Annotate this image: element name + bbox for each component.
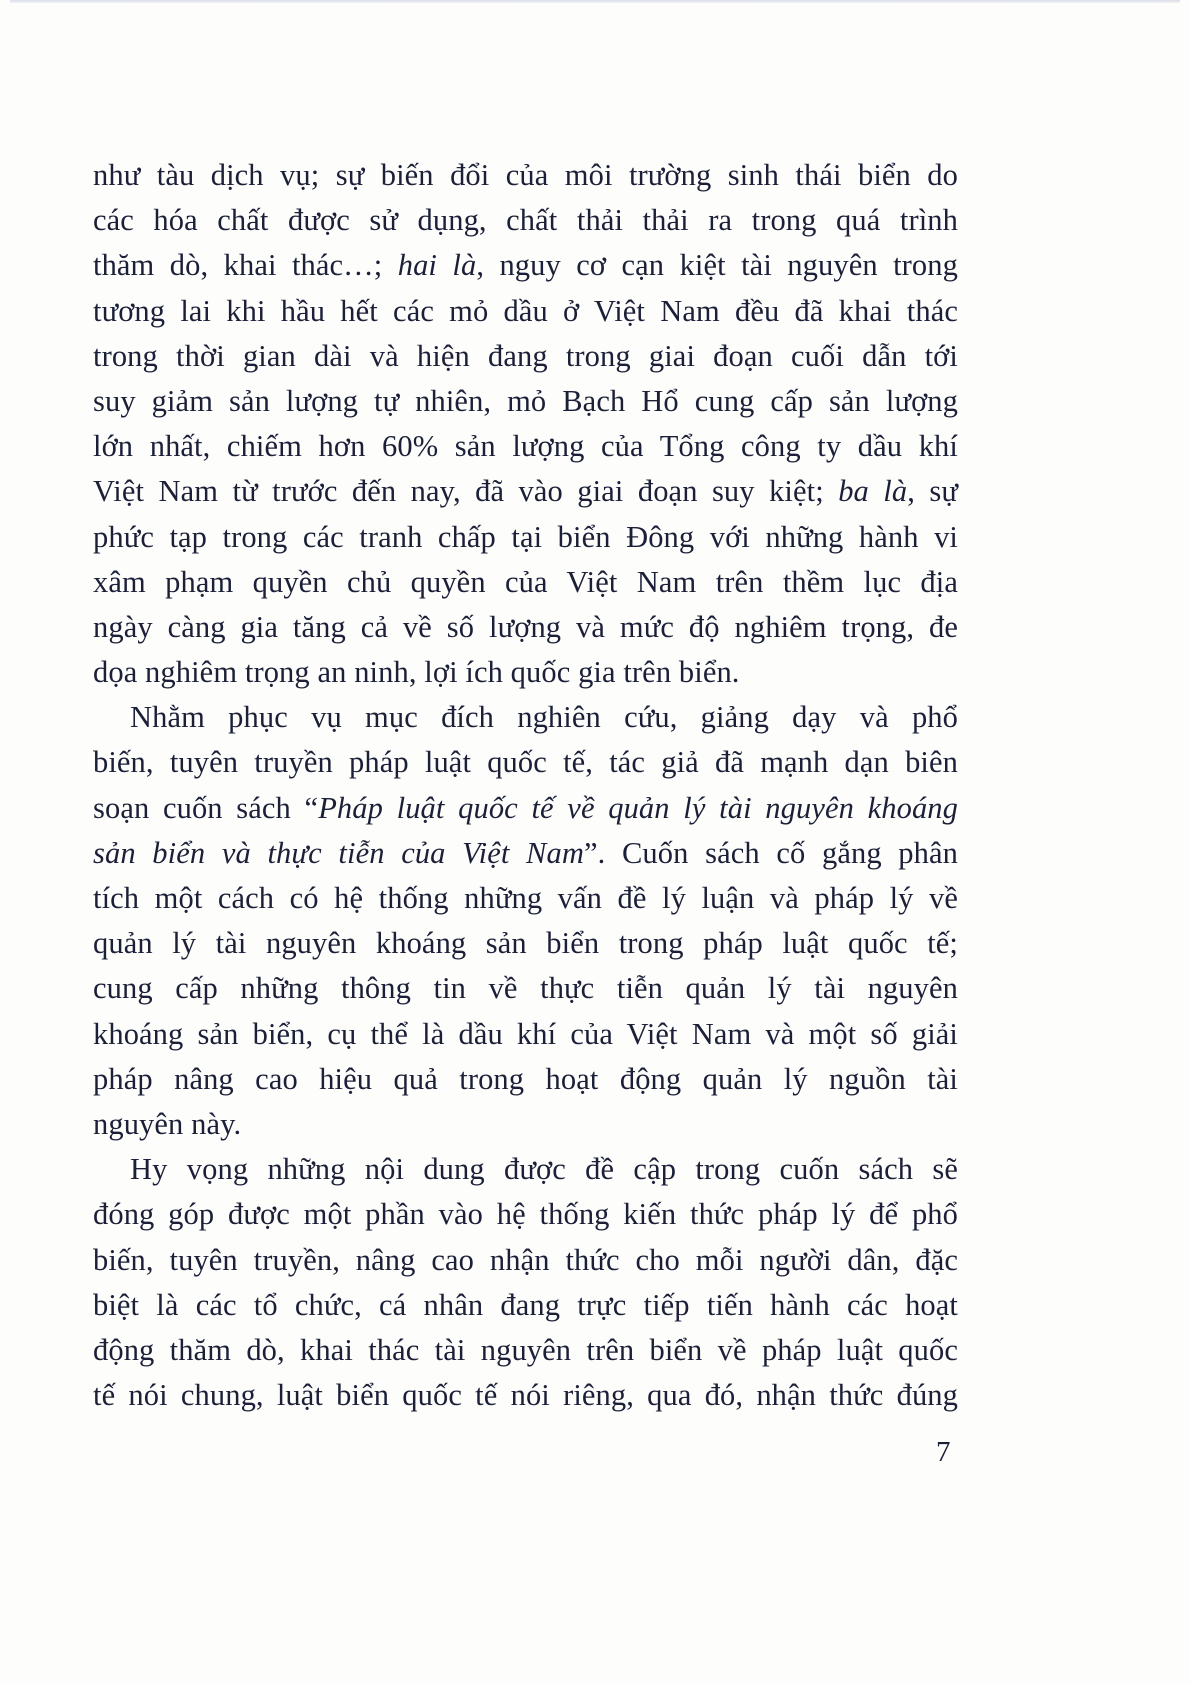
italic-text-segment: ba là: [838, 474, 908, 509]
text-segment: trong thời gian dài và hiện đang trong giai đoạn cuối dẫn tới: [93, 338, 958, 373]
text-segment: như tàu dịch vụ; sự biến đổi của môi trường sinh thái biển do: [93, 158, 958, 192]
text-line: [93, 921, 958, 966]
text-segment: ngày càng gia tăng cả về số lượng và mức độ nghiêm trọng, đe: [93, 609, 958, 644]
text-line: [93, 1238, 958, 1283]
text-segment: , sự: [907, 474, 958, 509]
text-segment: nguyên này.: [93, 1106, 242, 1141]
text-line: [93, 424, 958, 469]
text-line: [93, 334, 958, 379]
text-line: [93, 1147, 958, 1192]
italic-text-segment: hai là: [397, 248, 477, 283]
text-segment: các hóa chất được sử dụng, chất thải thải ra trong quá trình: [93, 203, 958, 238]
text-segment: tích một cách có hệ thống những vấn đề lý luận và pháp lý về: [93, 881, 958, 915]
text-segment: đóng góp được một phần vào hệ thống kiến thức pháp lý để phổ: [93, 1197, 958, 1232]
text-line: [93, 243, 958, 288]
text-segment: tương lai khi hầu hết các mỏ dầu ở Việt Nam đều đã khai thác: [93, 293, 958, 328]
text-line: [93, 1102, 958, 1147]
text-segment: lớn nhất, chiếm hơn 60% sản lượng của Tổng công ty dầu khí: [93, 429, 958, 464]
text-segment: động thăm dò, khai thác tài nguyên trên biển về pháp luật quốc: [93, 1332, 958, 1367]
text-segment: ”. Cuốn sách cố gắng phân: [583, 835, 958, 870]
text-segment: Nhằm phục vụ mục đích nghiên cứu, giảng dạy và phổ: [130, 700, 958, 735]
text-line: [93, 1057, 958, 1102]
text-line: [93, 966, 958, 1011]
page-top-edge: [10, 0, 1180, 3]
text-segment: thăm dò, khai thác…;: [93, 248, 398, 283]
text-segment: xâm phạm quyền chủ quyền của Việt Nam trên thềm lục địa: [93, 564, 958, 599]
text-line: [93, 1283, 958, 1328]
text-segment: biến, tuyên truyền, nâng cao nhận thức cho mỗi người dân, đặc: [93, 1242, 958, 1277]
text-line: [93, 650, 958, 695]
italic-text-segment: sản biển và thực tiễn của Việt Nam: [93, 835, 584, 870]
text-segment: cung cấp những thông tin về thực tiễn quản lý tài nguyên: [93, 971, 958, 1006]
text-line: [93, 1373, 958, 1418]
text-line: [93, 695, 958, 740]
body-text: [93, 153, 958, 1418]
text-segment: Hy vọng những nội dung được đề cập trong cuốn sách sẽ: [130, 1152, 958, 1187]
text-segment: phức tạp trong các tranh chấp tại biển Đông với những hành vi: [93, 519, 958, 554]
text-line: [93, 876, 958, 921]
text-line: [93, 740, 958, 785]
text-segment: , nguy cơ cạn kiệt tài nguyên trong: [476, 248, 958, 283]
text-line: [93, 153, 958, 198]
text-line: [93, 786, 958, 831]
text-line: [93, 605, 958, 650]
text-line: [93, 289, 958, 334]
text-segment: quản lý tài nguyên khoáng sản biển trong pháp luật quốc tế;: [93, 926, 958, 961]
text-segment: khoáng sản biển, cụ thể là dầu khí của Việt Nam và một số giải: [93, 1016, 958, 1051]
text-segment: biến, tuyên truyền pháp luật quốc tế, tác giả đã mạnh dạn biên: [93, 745, 958, 780]
text-line: [93, 469, 958, 514]
italic-text-segment: Pháp luật quốc tế về quản lý tài nguyên khoáng: [318, 790, 959, 825]
text-line: [93, 1192, 958, 1237]
text-segment: suy giảm sản lượng tự nhiên, mỏ Bạch Hổ cung cấp sản lượng: [93, 383, 958, 418]
text-line: [93, 1328, 958, 1373]
page-number: 7: [936, 1436, 951, 1468]
text-line: [93, 379, 958, 424]
text-segment: biệt là các tổ chức, cá nhân đang trực tiếp tiến hành các hoạt: [93, 1287, 958, 1322]
text-segment: Việt Nam từ trước đến nay, đã vào giai đoạn suy kiệt;: [93, 474, 839, 509]
text-line: [93, 515, 958, 560]
text-line: [93, 831, 958, 876]
text-line: [93, 198, 958, 243]
text-line: [93, 560, 958, 605]
text-segment: tế nói chung, luật biển quốc tế nói riêng, qua đó, nhận thức đúng: [93, 1378, 958, 1413]
text-segment: soạn cuốn sách “: [93, 790, 319, 825]
text-segment: pháp nâng cao hiệu quả trong hoạt động quản lý nguồn tài: [93, 1061, 958, 1096]
text-segment: dọa nghiêm trọng an ninh, lợi ích quốc gia trên biển.: [93, 655, 740, 690]
text-line: [93, 1012, 958, 1057]
